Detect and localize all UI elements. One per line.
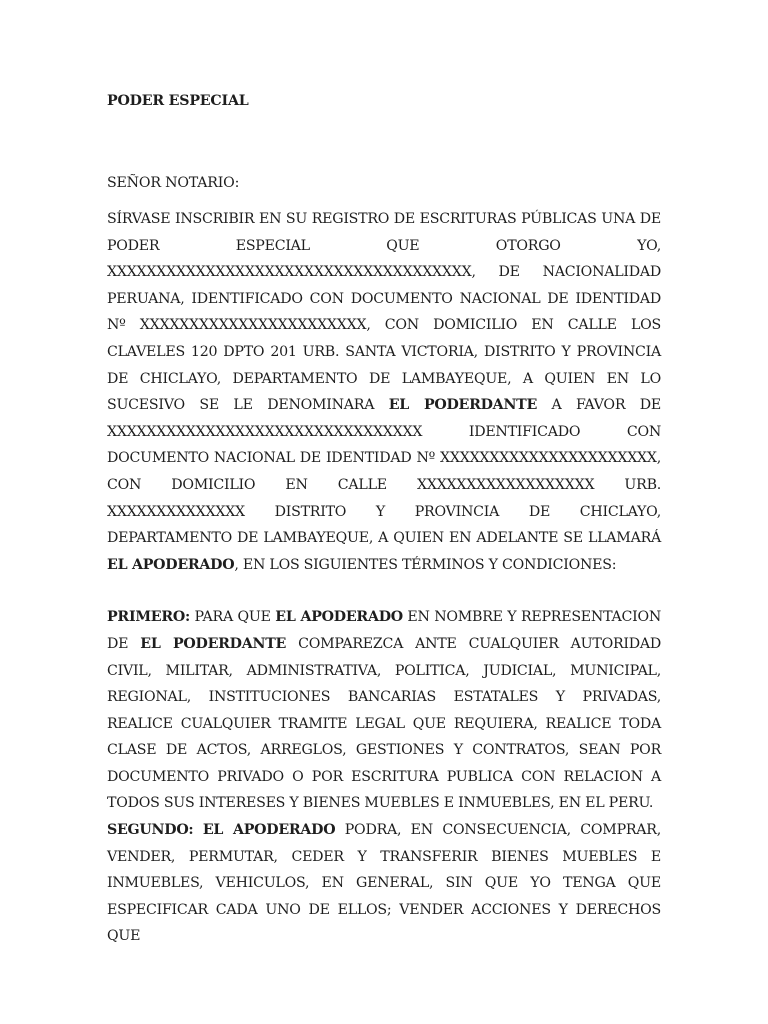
text-run	[193, 822, 202, 838]
text-run: COMPAREZCA ANTE CUALQUIER AUTORIDAD CIVIL, MILITAR, ADMINISTRATIVA, POLITICA, JUDICIAL, MUNICIPAL, REGIONAL, INSTITUCIONES BANCARIAS ESTATALES Y PRIVADAS, REALICE CUALQUIER TRAMITE LEGAL QUE REQUIERA, REALICE TODA CLASE DE ACTOS, ARREGLOS, GESTIONES Y CONTRATOS, SEAN POR DOCUMENTO PRIVADO O POR ESCRITURA PUBLICA CON RELACION A TODOS SUS INTERESES Y BIENES MUEBLES E INMUEBLES, EN EL PERU.	[107, 635, 661, 812]
bold-text-run: EL PODERDANTE	[388, 397, 538, 414]
text-run: A FAVOR DE XXXXXXXXXXXXXXXXXXXXXXXXXXXXXXXX IDENTIFICADO CON DOCUMENTO NACIONAL DE IDENTIDAD Nº XXXXXXXXXXXXXXXXXXXXXX, CON DOMICILIO EN CALLE XXXXXXXXXXXXXXXXXX URB. XXXXXXXXXXXXXX DISTRITO Y PROVINCIA DE CHICLAYO, DEPARTAMENTO DE LAMBAYEQUE, A QUIEN EN ADELANTE SE LLAMARÁ	[107, 397, 661, 547]
bold-text-run: PRIMERO:	[107, 609, 191, 626]
paragraph-spacer	[107, 578, 661, 604]
bold-text-run: EL APODERADO	[202, 822, 336, 839]
document-page	[107, 88, 661, 950]
text-run: PODRA, EN CONSECUENCIA, COMPRAR, VENDER, PERMUTAR, CEDER Y TRANSFERIR BIENES MUEBLES E INMUEBLES, VEHICULOS, EN GENERAL, SIN QUE YO TENGA QUE ESPECIFICAR CADA UNO DE ELLOS; VENDER ACCIONES Y DERECHOS QUE	[107, 822, 661, 945]
text-run: EN NOMBRE Y REPRESENTACION DE	[107, 609, 662, 652]
bold-text-run: EL APODERADO	[107, 556, 235, 573]
text-run: SÍRVASE INSCRIBIR EN SU REGISTRO DE ESCRITURAS PÚBLICAS UNA DE PODER ESPECIAL QUE OTORGO YO, XXXXXXXXXXXXXXXXXXXXXXXXXXXXXXXXXXXXX, DE NACIONALIDAD PERUANA, IDENTIFICADO CON DOCUMENTO NACIONAL DE IDENTIDAD Nº XXXXXXXXXXXXXXXXXXXXXXX, CON DOMICILIO EN CALLE LOS CLAVELES 120 DPTO 201 URB. SANTA VICTORIA, DISTRITO Y PROVINCIA DE CHICLAYO, DEPARTAMENTO DE LAMBAYEQUE, A QUIEN EN LO SUCESIVO SE LE DENOMINARA	[107, 211, 661, 414]
bold-text-run: EL PODERDANTE	[140, 635, 287, 652]
salutation: SEÑOR NOTARIO:	[107, 175, 240, 191]
clause-primero	[107, 604, 661, 817]
document-title: PODER ESPECIAL	[107, 93, 249, 109]
intro-paragraph	[107, 206, 661, 578]
text-run: PARA QUE	[190, 609, 276, 626]
bold-text-run: SEGUNDO:	[107, 822, 194, 839]
bold-text-run: EL APODERADO	[275, 609, 403, 626]
text-run: , EN LOS SIGUIENTES TÉRMINOS Y CONDICIONES:	[234, 556, 617, 573]
clause-segundo	[107, 817, 661, 950]
